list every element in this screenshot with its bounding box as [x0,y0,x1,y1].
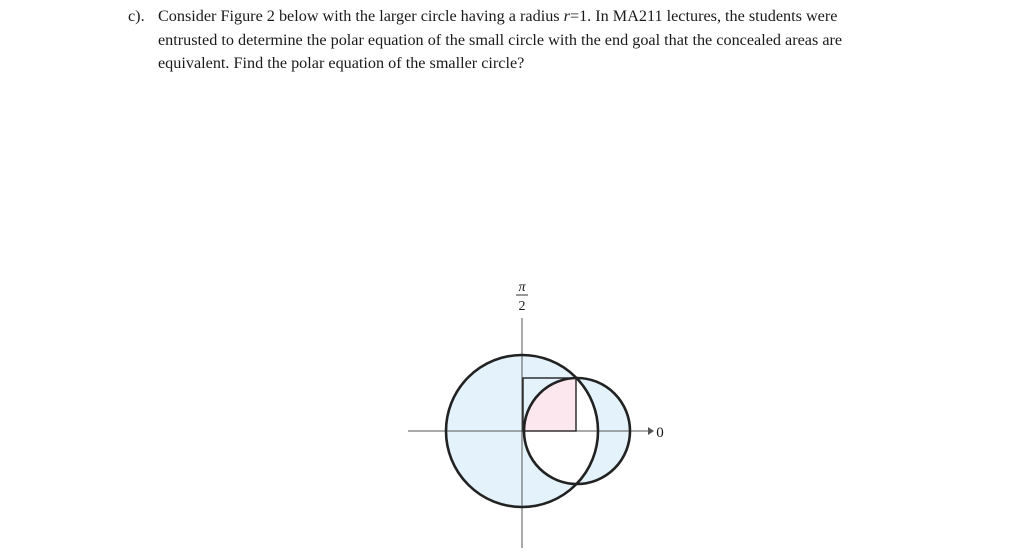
question-line-2: entrusted to determine the polar equation of the small circle with the end goal that the concealed areas are [158,30,843,49]
question-label: c). [128,7,145,25]
question-line-1-b: In MA211 lectures, the students were [595,7,838,25]
axis-arrow-icon [648,427,654,435]
question-line-3: equivalent. Find the polar equation of the smaller circle? [158,54,525,72]
question-line-1-a: Consider Figure 2 below with the larger circle having a radius [158,7,560,25]
axis-label-two: 2 [518,299,526,314]
axis-label-pi: π [518,280,526,295]
axis-label-zero: 0 [656,425,664,441]
radius-variable: r [563,7,570,25]
radius-equation: =1. [569,7,592,25]
